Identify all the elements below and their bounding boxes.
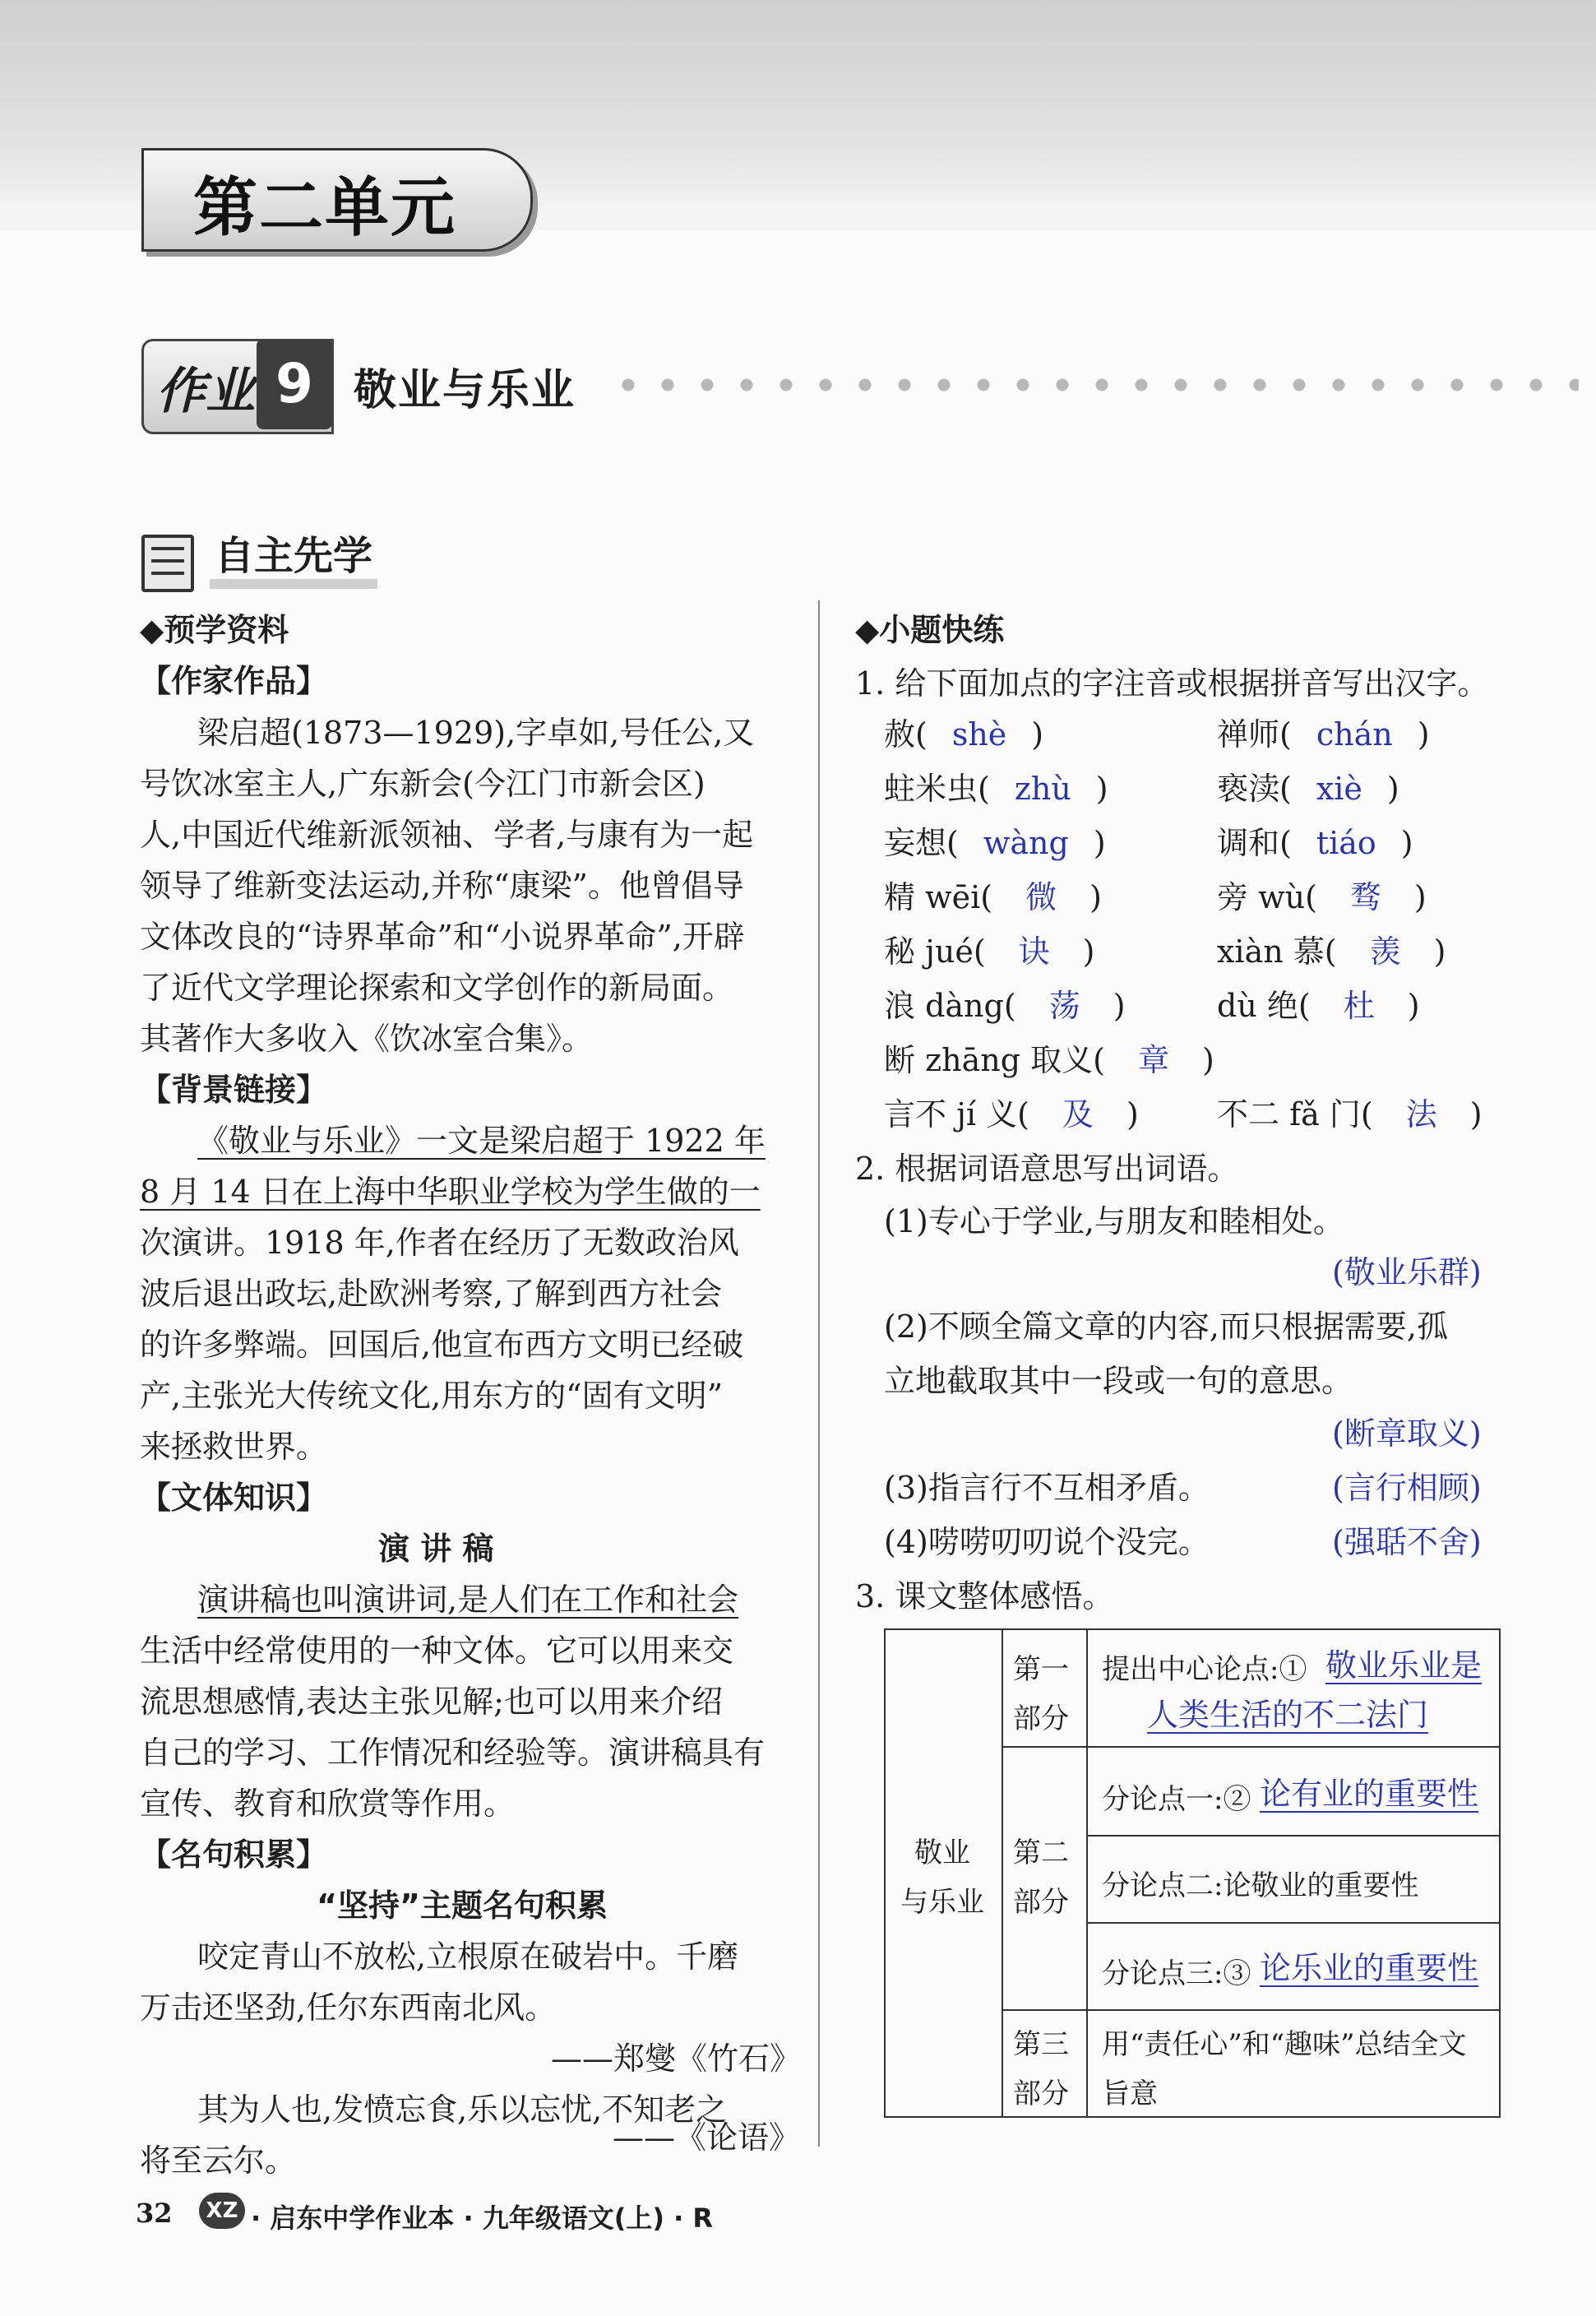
author-line: 人,中国近代维新派领袖、学者,与康有为一起 (140, 817, 754, 853)
pinyin-answer: 荡 (1048, 988, 1080, 1024)
genre-line: 演讲稿也叫演讲词,是人们在工作和社会 (197, 1582, 739, 1618)
pinyin-answer: 章 (1137, 1042, 1169, 1078)
background-line: 的许多弊端。回国后,他宣布西方文明已经破 (140, 1327, 744, 1363)
pinyin-answer: 羡 (1369, 933, 1401, 970)
genre-line: 流思想感情,表达主张见解;也可以用来介绍 (140, 1684, 723, 1720)
publisher-badge: XZ (199, 2193, 245, 2229)
pinyin-answer: 微 (1025, 879, 1057, 915)
lesson-title: 敬业与乐业 (354, 366, 576, 415)
pinyin-word: 蛀米虫( (884, 771, 990, 807)
quote-line: 其为人也,发愤忘食,乐以忘忧,不知老之 (197, 2091, 728, 2128)
q3-prompt: 3. 课文整体感悟。 (855, 1578, 1114, 1614)
background-line: 波后退出政坛,赴欧洲考察,了解到西方社会 (140, 1276, 723, 1312)
pinyin-answer: 诀 (1018, 933, 1050, 970)
quote-line: 咬定青山不放松,立根原在破岩中。千磨 (197, 1938, 739, 1975)
pinyin-word: xiàn 慕( (1217, 933, 1337, 970)
quote-line: 将至云尔。 (140, 2142, 297, 2179)
q2-item: (3)指言行不互相矛盾。 (884, 1470, 1210, 1506)
pinyin-word: 妄想( (884, 825, 959, 861)
practice-heading: ◆小题快练 (855, 612, 1005, 648)
table-root-text: 敬业 (914, 1837, 970, 1869)
quote-source: ——《论语》 (613, 2119, 801, 2156)
pinyin-answer: 杜 (1343, 988, 1375, 1024)
genre-line: 宣传、教育和欣赏等作用。 (140, 1786, 516, 1822)
pinyin-item (1217, 1089, 1483, 1134)
part-label: 第三 (1013, 2028, 1069, 2061)
part-label: 第二 (1013, 1837, 1069, 1869)
pinyin-item (884, 763, 1108, 808)
homework-number: 9 (257, 339, 332, 429)
pinyin-item (1217, 763, 1399, 808)
genre-line: 生活中经常使用的一种文体。它可以用来交 (140, 1633, 734, 1669)
pinyin-close: ) (1201, 1042, 1214, 1078)
pinyin-word: 秘 jué( (884, 933, 986, 970)
pinyin-close: ) (1386, 771, 1399, 807)
pinyin-answer: xiè (1316, 771, 1362, 807)
author-tag: 【作家作品】 (140, 663, 328, 699)
table-root-cell (884, 1628, 1003, 2118)
pinyin-close: ) (1082, 933, 1095, 970)
point-label: 用“责任心”和“趣味”总结全文 (1102, 2028, 1467, 2061)
genre-tag: 【文体知识】 (140, 1480, 328, 1516)
quote-source: ——郑燮《竹石》 (551, 2040, 802, 2077)
pinyin-close: ) (1417, 716, 1430, 753)
table-part-cell (1002, 1746, 1088, 2011)
author-line: 其著作大多收入《饮冰室合集》。 (140, 1021, 594, 1057)
pinyin-item (884, 709, 1043, 754)
part-label: 第一 (1013, 1653, 1069, 1686)
column-divider (818, 600, 820, 2147)
pinyin-word: 不二 fǎ 门( (1217, 1096, 1373, 1133)
point-label: 分论点一:② (1102, 1783, 1251, 1816)
point-label: 分论点三:③ (1102, 1957, 1251, 1990)
background-line: 《敬业与乐业》一文是梁启超于 1922 年 (197, 1123, 766, 1159)
table-root-text: 与乐业 (900, 1886, 984, 1919)
point-answer: 敬业乐业是 (1325, 1647, 1483, 1684)
notebook-icon (141, 535, 194, 592)
pinyin-word: 调和( (1217, 825, 1292, 861)
q1-prompt: 1. 给下面加点的字注音或根据拼音写出汉字。 (855, 665, 1489, 702)
point-answer: 论有业的重要性 (1260, 1776, 1479, 1812)
pinyin-word: 赦( (884, 716, 928, 753)
pinyin-answer: tiáo (1316, 825, 1376, 861)
pinyin-answer: 及 (1062, 1096, 1094, 1133)
page-number: 32 (136, 2198, 173, 2229)
point-label: 旨意 (1102, 2077, 1158, 2110)
pinyin-answer: chán (1316, 716, 1393, 753)
q2-item: (2)不顾全篇文章的内容,而只根据需要,孤 (884, 1309, 1448, 1345)
point-answer: 人类生活的不二法门 (1147, 1697, 1429, 1733)
pinyin-close: ) (1433, 933, 1446, 970)
q2-item: 立地截取其中一段或一句的意思。 (884, 1363, 1353, 1399)
pinyin-close: ) (1126, 1096, 1139, 1133)
q2-item: (1)专心于学业,与朋友和睦相处。 (884, 1203, 1344, 1239)
background-tag: 【背景链接】 (140, 1072, 328, 1108)
q2-answer: (断章取义) (1332, 1415, 1482, 1452)
pinyin-item (884, 818, 1106, 863)
pinyin-word: 言不 jí 义( (884, 1096, 1029, 1133)
q2-prompt: 2. 根据词语意思写出词语。 (855, 1151, 1239, 1187)
pinyin-close: ) (1400, 825, 1413, 861)
point-label: 分论点二:论敬业的重要性 (1102, 1869, 1419, 1902)
pinyin-item (884, 1035, 1214, 1080)
pinyin-item (1217, 980, 1420, 1026)
author-line: 梁启超(1873—1929),字卓如,号任公,又 (197, 715, 755, 751)
point-label: 提出中心论点:① (1102, 1653, 1307, 1686)
footer-title: · 启东中学作业本 · 九年级语文(上) · R (251, 2203, 714, 2234)
q2-answer: (强聒不舍) (1332, 1524, 1482, 1560)
q2-item: (4)唠唠叨叨说个没完。 (884, 1524, 1210, 1560)
pinyin-item (1217, 872, 1427, 917)
pinyin-item (1217, 818, 1413, 863)
pinyin-answer: 法 (1405, 1096, 1437, 1133)
section-title: 自主先学 (210, 533, 377, 589)
genre-title: 演 讲 稿 (378, 1531, 494, 1567)
preview-heading: ◆预学资料 (140, 612, 289, 648)
part-label: 部分 (1013, 1886, 1069, 1919)
pinyin-word: 断 zhāng 取义( (884, 1042, 1105, 1078)
pinyin-word: dù 绝( (1217, 988, 1311, 1024)
pinyin-word: 禅师( (1217, 716, 1292, 753)
part-label: 部分 (1013, 1702, 1069, 1735)
pinyin-close: ) (1407, 988, 1420, 1024)
author-line: 了近代文学理论探索和文学创作的新局面。 (140, 970, 734, 1006)
pinyin-item (884, 980, 1126, 1026)
q2-answer: (言行相顾) (1332, 1470, 1482, 1506)
pinyin-item (884, 1089, 1139, 1134)
pinyin-item (1217, 709, 1430, 754)
dotted-divider (608, 378, 1579, 391)
pinyin-word: 精 wēi( (884, 879, 993, 915)
pinyin-item (1217, 926, 1446, 971)
genre-line: 自己的学习、工作情况和经验等。演讲稿具有 (140, 1735, 766, 1771)
pinyin-answer: shè (951, 716, 1007, 753)
homework-label: 作业 (156, 363, 255, 420)
pinyin-close: ) (1093, 825, 1106, 861)
quotes-tag: 【名句积累】 (140, 1837, 328, 1873)
pinyin-close: ) (1413, 879, 1427, 915)
author-line: 号饮冰室主人,广东新会(今江门市新会区) (140, 766, 705, 802)
pinyin-close: ) (1469, 1096, 1483, 1133)
background-line: 产,主张光大传统文化,用东方的“固有文明” (140, 1378, 724, 1414)
q2-answer: (敬业乐群) (1332, 1254, 1482, 1290)
author-line: 领导了维新变法运动,并称“康梁”。他曾倡导 (140, 868, 744, 904)
pinyin-word: 亵渎( (1217, 771, 1292, 807)
pinyin-close: ) (1089, 879, 1102, 915)
quote-line: 万击还坚劲,任尔东西南北风。 (140, 1989, 557, 2026)
pinyin-item (884, 926, 1095, 971)
pinyin-item (884, 872, 1102, 917)
quotes-title: “坚持”主题名句积累 (317, 1888, 608, 1924)
author-line: 文体改良的“诗界革命”和“小说界革命”,开辟 (140, 919, 745, 955)
background-line: 8 月 14 日在上海中华职业学校为学生做的一 (140, 1174, 761, 1210)
pinyin-answer: wàng (983, 825, 1069, 861)
pinyin-close: ) (1031, 716, 1044, 753)
pinyin-close: ) (1095, 771, 1108, 807)
pinyin-answer: 骛 (1349, 879, 1381, 915)
unit-title: 第二单元 (193, 171, 457, 245)
pinyin-answer: zhù (1014, 771, 1071, 807)
part-label: 部分 (1013, 2077, 1069, 2110)
point-answer: 论乐业的重要性 (1260, 1950, 1479, 1986)
background-line: 来拯救世界。 (140, 1429, 328, 1465)
pinyin-word: 旁 wù( (1217, 879, 1317, 915)
background-line: 次演讲。1918 年,作者在经历了无数政治风 (140, 1225, 739, 1261)
pinyin-word: 浪 dàng( (884, 988, 1016, 1024)
pinyin-close: ) (1113, 988, 1126, 1024)
